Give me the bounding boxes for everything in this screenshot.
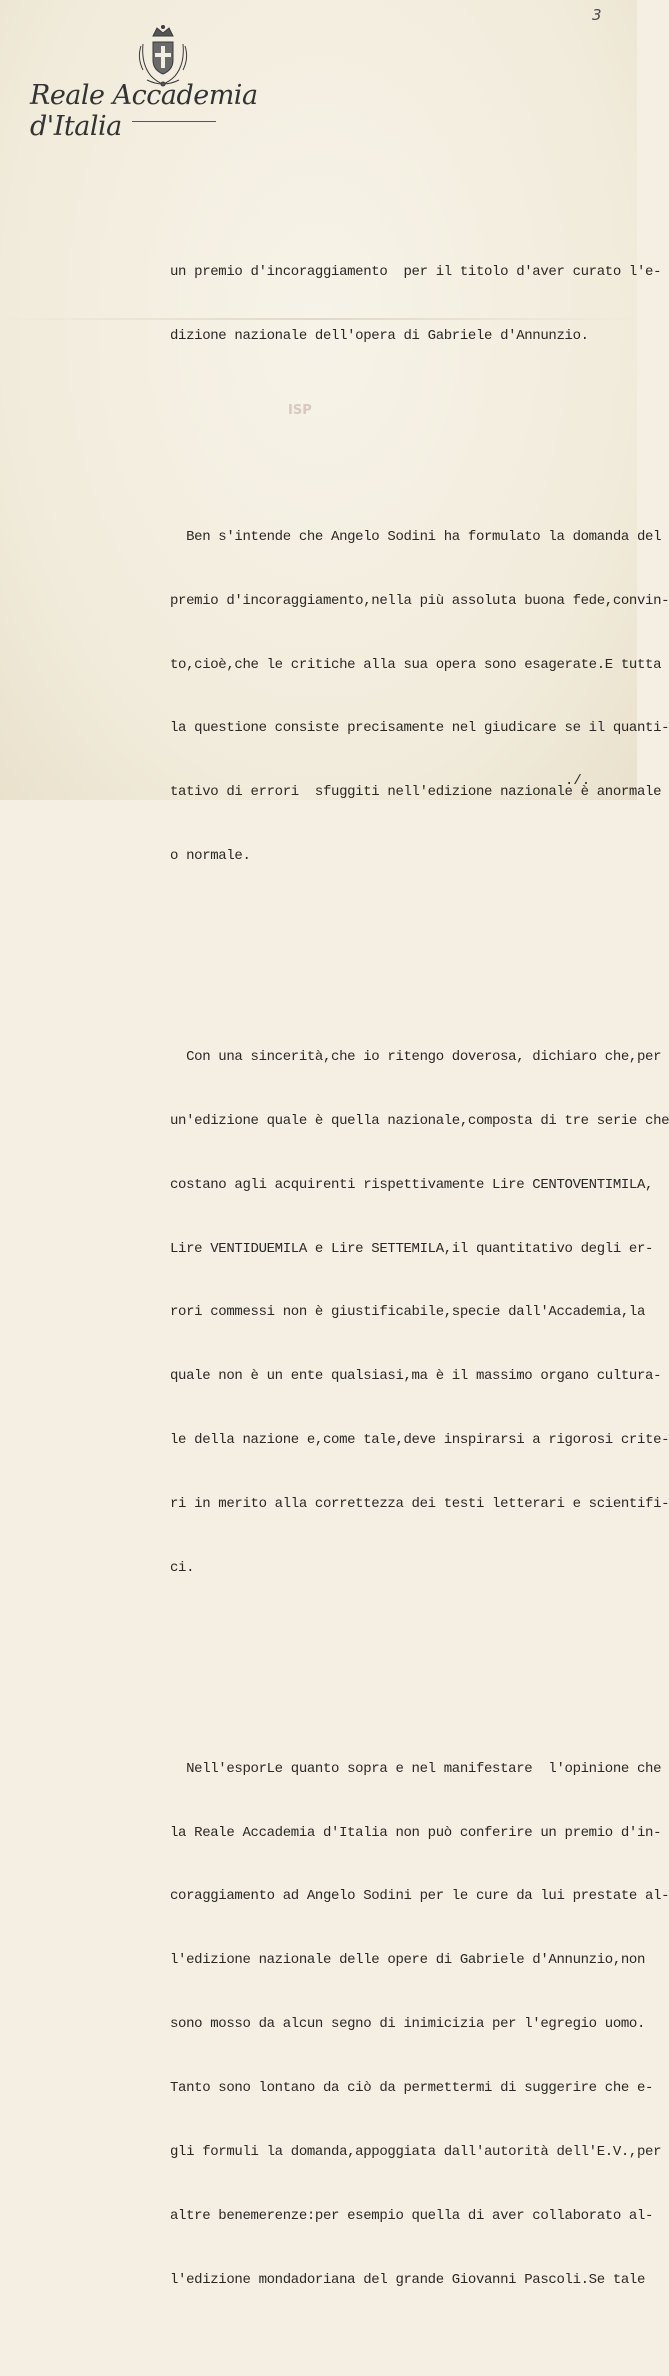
text-line: Lire VENTIDUEMILA e Lire SETTEMILA,il quantitativo degli er- [170,1240,654,1257]
watermark: ISP [288,403,312,418]
letterhead-rule [132,121,216,122]
letterhead-title: Reale Accademia d'Italia [30,80,258,142]
text-line: to,cioè,che le critiche alla sua opera sono esagerate.E tutta [170,656,662,673]
text-line: altre benemerenze:per esempio quella di aver collaborato al- [170,2207,654,2224]
text-line: Ben s'intende che Angelo Sodini ha formulato la domanda del [170,528,662,545]
text-line: la Reale Accademia d'Italia non può conferire un premio d'in- [170,1824,662,1841]
paragraph-2 [170,484,669,910]
letter-body [170,177,669,2376]
text-line: sono mosso da alcun segno di inimicizia per l'egregio uomo. [170,2016,646,2033]
text-line: costano agli acquirenti rispettivamente Lire CENTOVENTIMILA, [170,1176,654,1193]
text-line: tativo di errori sfuggiti nell'edizione nazionale è anormale [170,784,662,801]
text-line: le della nazione e,come tale,deve inspirarsi a rigorosi crite- [170,1432,669,1449]
text-line: gli formuli la domanda,appoggiata dall'autorità dell'E.V.,per [170,2144,662,2161]
continuation-mark: ./. [565,773,591,789]
text-line: Con una sincerità,che io ritengo doverosa, dichiaro che,per [170,1048,662,1065]
paragraph-1 [170,220,662,390]
paragraph-4 [170,1716,669,2334]
text-line: l'edizione nazionale delle opere di Gabriele d'Annunzio,non [170,1952,646,1969]
text-line: l'edizione mondadoriana del grande Giovanni Pascoli.Se tale [170,2271,646,2288]
text-line: dizione nazionale dell'opera di Gabriele d'Annunzio. [170,328,589,345]
text-line: un premio d'incoraggiamento per il titolo d'aver curato l'e- [170,264,662,281]
text-line: premio d'incoraggiamento,nella più assoluta buona fede,convin- [170,592,669,609]
text-line: quale non è un ente qualsiasi,ma è il massimo organo cultura- [170,1368,662,1385]
page-number: 3 [592,6,602,24]
text-line: ri in merito alla correttezza dei testi letterari e scientifi- [170,1496,669,1513]
text-line: Tanto sono lontano da ciò da permettermi di suggerire che e- [170,2080,654,2097]
text-line: la questione consiste precisamente nel giudicare se il quanti- [170,720,669,737]
text-line: o normale. [170,848,251,865]
text-line: ci. [170,1560,195,1576]
text-line: Nell'esporLe quanto sopra e nel manifestare l'opinione che [170,1760,662,1777]
text-line: rori commessi non è giustificabile,specie dall'Accademia,la [170,1304,646,1321]
text-line: un'edizione quale è quella nazionale,composta di tre serie che [170,1112,669,1129]
paragraph-3 [170,1004,669,1622]
text-line: coraggiamento ad Angelo Sodini per le cure da lui prestate al- [170,1888,669,1905]
royal-coat-of-arms-icon [137,24,189,88]
